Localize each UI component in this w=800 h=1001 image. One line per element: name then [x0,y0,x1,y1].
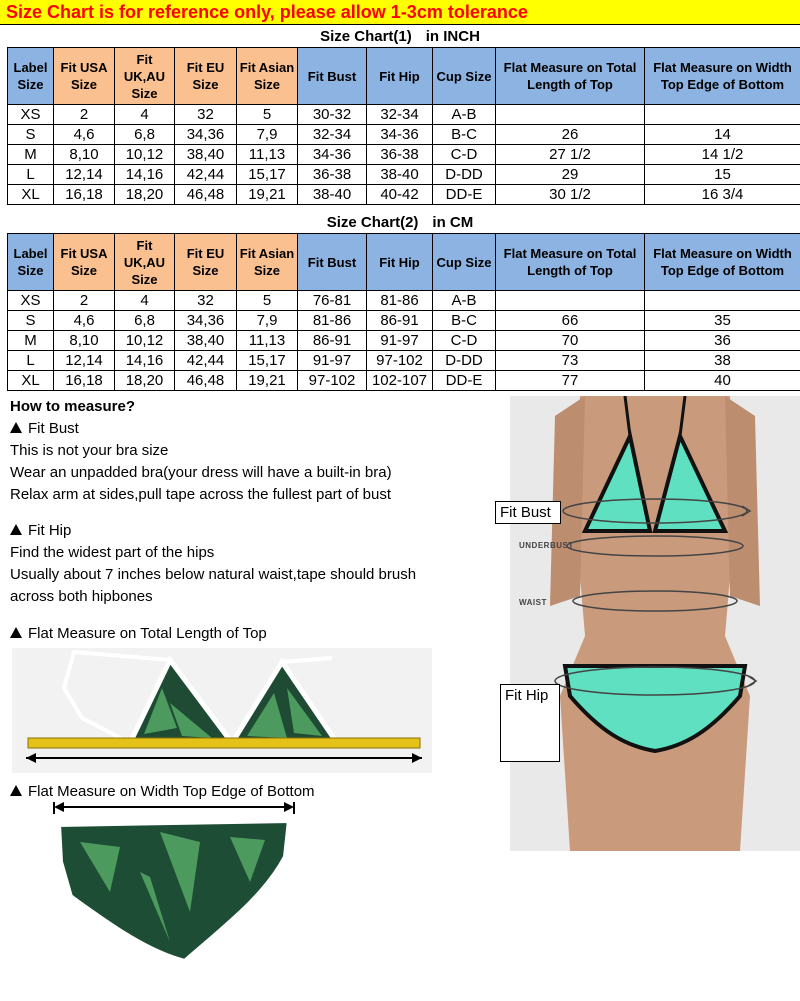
header-cup-size: Cup Size [433,48,496,105]
size-chart-inch [7,47,800,205]
header-cup-size: Cup Size [433,234,496,291]
cell-fit-uk-au: 14,16 [115,165,175,185]
cell-fit-asian: 19,21 [237,371,298,391]
cell-fit-hip: 97-102 [367,351,433,371]
cell-fit-hip: 36-38 [367,145,433,165]
bust-line: Wear an unpadded bra(your dress will have a built-in bra) [10,464,392,481]
cell-bottom-width [645,291,800,311]
cell-bottom-width: 38 [645,351,800,371]
cell-fit-uk-au: 10,12 [115,145,175,165]
chart1-title-text: Size Chart(1) [320,28,412,45]
cell-fit-usa: 4,6 [54,311,115,331]
cell-fit-usa: 16,18 [54,371,115,391]
chart2-unit: in CM [432,214,474,231]
table-row [8,125,800,145]
hip-line: Find the widest part of the hips [10,544,215,561]
fit-bust-heading [10,418,392,440]
cell-fit-eu: 34,36 [175,125,237,145]
cell-fit-uk-au: 14,16 [115,351,175,371]
cell-cup-size: A-B [433,291,496,311]
header-fit-bust: Fit Bust [298,48,367,105]
bust-line: Relax arm at sides,pull tape across the fullest part of bust [10,486,392,503]
cell-fit-usa: 8,10 [54,145,115,165]
cell-top-length: 26 [496,125,645,145]
header-fit-usa: Fit USA Size [54,234,115,291]
fit-hip-section [10,520,416,608]
triangle-icon [10,524,22,535]
header-fit-hip: Fit Hip [367,48,433,105]
cell-top-length: 30 1/2 [496,185,645,205]
cell-fit-asian: 11,13 [237,331,298,351]
header-fit-hip: Fit Hip [367,234,433,291]
cell-fit-eu: 42,44 [175,165,237,185]
cell-fit-bust: 38-40 [298,185,367,205]
cell-fit-asian: 15,17 [237,351,298,371]
table-row [8,311,800,331]
photo-background [12,648,432,773]
cell-cup-size: A-B [433,105,496,125]
cell-label-size: M [8,331,54,351]
cell-fit-eu: 46,48 [175,185,237,205]
triangle-icon [10,785,22,796]
header-fit-usa: Fit USA Size [54,48,115,105]
cell-top-length: 27 1/2 [496,145,645,165]
cell-label-size: L [8,165,54,185]
header-bottom-width: Flat Measure on Width Top Edge of Bottom [645,48,800,105]
cell-fit-hip: 32-34 [367,105,433,125]
cell-fit-bust: 36-38 [298,165,367,185]
cell-fit-hip: 38-40 [367,165,433,185]
cell-fit-asian: 5 [237,291,298,311]
table-row [8,145,800,165]
cell-bottom-width: 36 [645,331,800,351]
bottom-width-heading-text: Flat Measure on Width Top Edge of Bottom [28,783,315,800]
cell-cup-size: DD-E [433,371,496,391]
cell-fit-asian: 7,9 [237,311,298,331]
cell-fit-eu: 32 [175,105,237,125]
size-chart-cm [7,233,800,391]
cell-top-length: 29 [496,165,645,185]
bikini-bottom-photo [50,802,300,972]
fit-bust-heading-text: Fit Bust [28,420,79,437]
table-row [8,185,800,205]
cell-fit-eu: 32 [175,291,237,311]
cell-cup-size: DD-E [433,185,496,205]
cell-cup-size: C-D [433,331,496,351]
cell-fit-eu: 42,44 [175,351,237,371]
cell-bottom-width [645,105,800,125]
table-row [8,371,800,391]
chart1-title [0,28,800,45]
table-row [8,331,800,351]
cell-label-size: XL [8,371,54,391]
waist-label: WAIST [519,598,547,607]
cell-cup-size: B-C [433,125,496,145]
cell-label-size: XL [8,185,54,205]
cell-label-size: L [8,351,54,371]
triangle-icon [10,627,22,638]
table-row [8,291,800,311]
cell-fit-uk-au: 6,8 [115,311,175,331]
top-length-heading [10,623,267,645]
cell-fit-bust: 91-97 [298,351,367,371]
cell-fit-usa: 16,18 [54,185,115,205]
header-fit-uk-au: Fit UK,AU Size [115,48,175,105]
cell-fit-eu: 38,40 [175,145,237,165]
cell-top-length: 73 [496,351,645,371]
cell-fit-hip: 102-107 [367,371,433,391]
cell-fit-uk-au: 18,20 [115,371,175,391]
cell-fit-asian: 7,9 [237,125,298,145]
cell-fit-bust: 30-32 [298,105,367,125]
cell-bottom-width: 14 [645,125,800,145]
cell-bottom-width: 16 3/4 [645,185,800,205]
header-bottom-width: Flat Measure on Width Top Edge of Bottom [645,234,800,291]
cell-fit-usa: 4,6 [54,125,115,145]
cell-cup-size: D-DD [433,351,496,371]
cell-fit-uk-au: 18,20 [115,185,175,205]
model-measure-photo [510,396,800,851]
cell-fit-hip: 81-86 [367,291,433,311]
bikini-top-photo [12,648,432,773]
bust-line: This is not your bra size [10,442,169,459]
cell-fit-asian: 11,13 [237,145,298,165]
cell-fit-asian: 5 [237,105,298,125]
cell-fit-uk-au: 6,8 [115,125,175,145]
header-top-length: Flat Measure on Total Length of Top [496,48,645,105]
header-fit-eu: Fit EU Size [175,48,237,105]
cell-label-size: XS [8,105,54,125]
header-fit-uk-au: Fit UK,AU Size [115,234,175,291]
cell-fit-bust: 34-36 [298,145,367,165]
fit-bust-callout: Fit Bust [495,501,561,524]
cell-fit-uk-au: 4 [115,291,175,311]
chart1-unit: in INCH [425,28,480,45]
fit-hip-heading [10,520,416,542]
header-fit-asian: Fit Asian Size [237,234,298,291]
header-label-size: Label Size [8,234,54,291]
cell-fit-hip: 91-97 [367,331,433,351]
measuring-tape [28,738,420,748]
hip-line: across both hipbones [10,588,153,605]
cell-fit-asian: 15,17 [237,165,298,185]
cell-fit-usa: 12,14 [54,165,115,185]
cell-fit-eu: 38,40 [175,331,237,351]
cell-bottom-width: 14 1/2 [645,145,800,165]
cell-label-size: M [8,145,54,165]
hip-line: Usually about 7 inches below natural waist,tape should brush [10,566,417,583]
cell-cup-size: D-DD [433,165,496,185]
cell-fit-usa: 8,10 [54,331,115,351]
cell-label-size: S [8,125,54,145]
header-top-length: Flat Measure on Total Length of Top [496,234,645,291]
how-to-measure-title: How to measure? [10,398,136,415]
body-skin [560,396,750,851]
tolerance-banner: Size Chart is for reference only, please allow 1-3cm tolerance [0,0,800,25]
cell-bottom-width: 15 [645,165,800,185]
cell-fit-hip: 34-36 [367,125,433,145]
cell-fit-bust: 76-81 [298,291,367,311]
cell-fit-usa: 12,14 [54,351,115,371]
cell-top-length [496,105,645,125]
table-row [8,165,800,185]
header-row [8,48,800,105]
fit-hip-callout: Fit Hip [500,684,560,762]
cell-fit-uk-au: 4 [115,105,175,125]
cell-fit-hip: 40-42 [367,185,433,205]
fit-hip-heading-text: Fit Hip [28,522,72,539]
cell-cup-size: C-D [433,145,496,165]
cell-fit-eu: 46,48 [175,371,237,391]
header-row [8,234,800,291]
header-fit-eu: Fit EU Size [175,234,237,291]
chart2-title-text: Size Chart(2) [326,214,419,231]
cell-fit-usa: 2 [54,105,115,125]
cell-top-length: 66 [496,311,645,331]
how-to-measure-section [10,396,392,506]
cell-top-length: 77 [496,371,645,391]
cell-fit-bust: 32-34 [298,125,367,145]
triangle-icon [10,422,22,433]
cell-bottom-width: 40 [645,371,800,391]
underbust-label: UNDERBUST [519,541,574,550]
cell-fit-bust: 81-86 [298,311,367,331]
cell-cup-size: B-C [433,311,496,331]
header-fit-asian: Fit Asian Size [237,48,298,105]
bottom-width-heading [10,781,315,803]
top-length-heading-text: Flat Measure on Total Length of Top [28,625,267,642]
cell-fit-bust: 97-102 [298,371,367,391]
cell-bottom-width: 35 [645,311,800,331]
cell-label-size: S [8,311,54,331]
cell-label-size: XS [8,291,54,311]
cell-top-length: 70 [496,331,645,351]
header-fit-bust: Fit Bust [298,234,367,291]
cell-top-length [496,291,645,311]
cell-fit-asian: 19,21 [237,185,298,205]
header-label-size: Label Size [8,48,54,105]
cell-fit-hip: 86-91 [367,311,433,331]
chart2-title [0,214,800,231]
cell-fit-eu: 34,36 [175,311,237,331]
cell-fit-bust: 86-91 [298,331,367,351]
cell-fit-uk-au: 10,12 [115,331,175,351]
table-row [8,351,800,371]
table-row [8,105,800,125]
cell-fit-usa: 2 [54,291,115,311]
